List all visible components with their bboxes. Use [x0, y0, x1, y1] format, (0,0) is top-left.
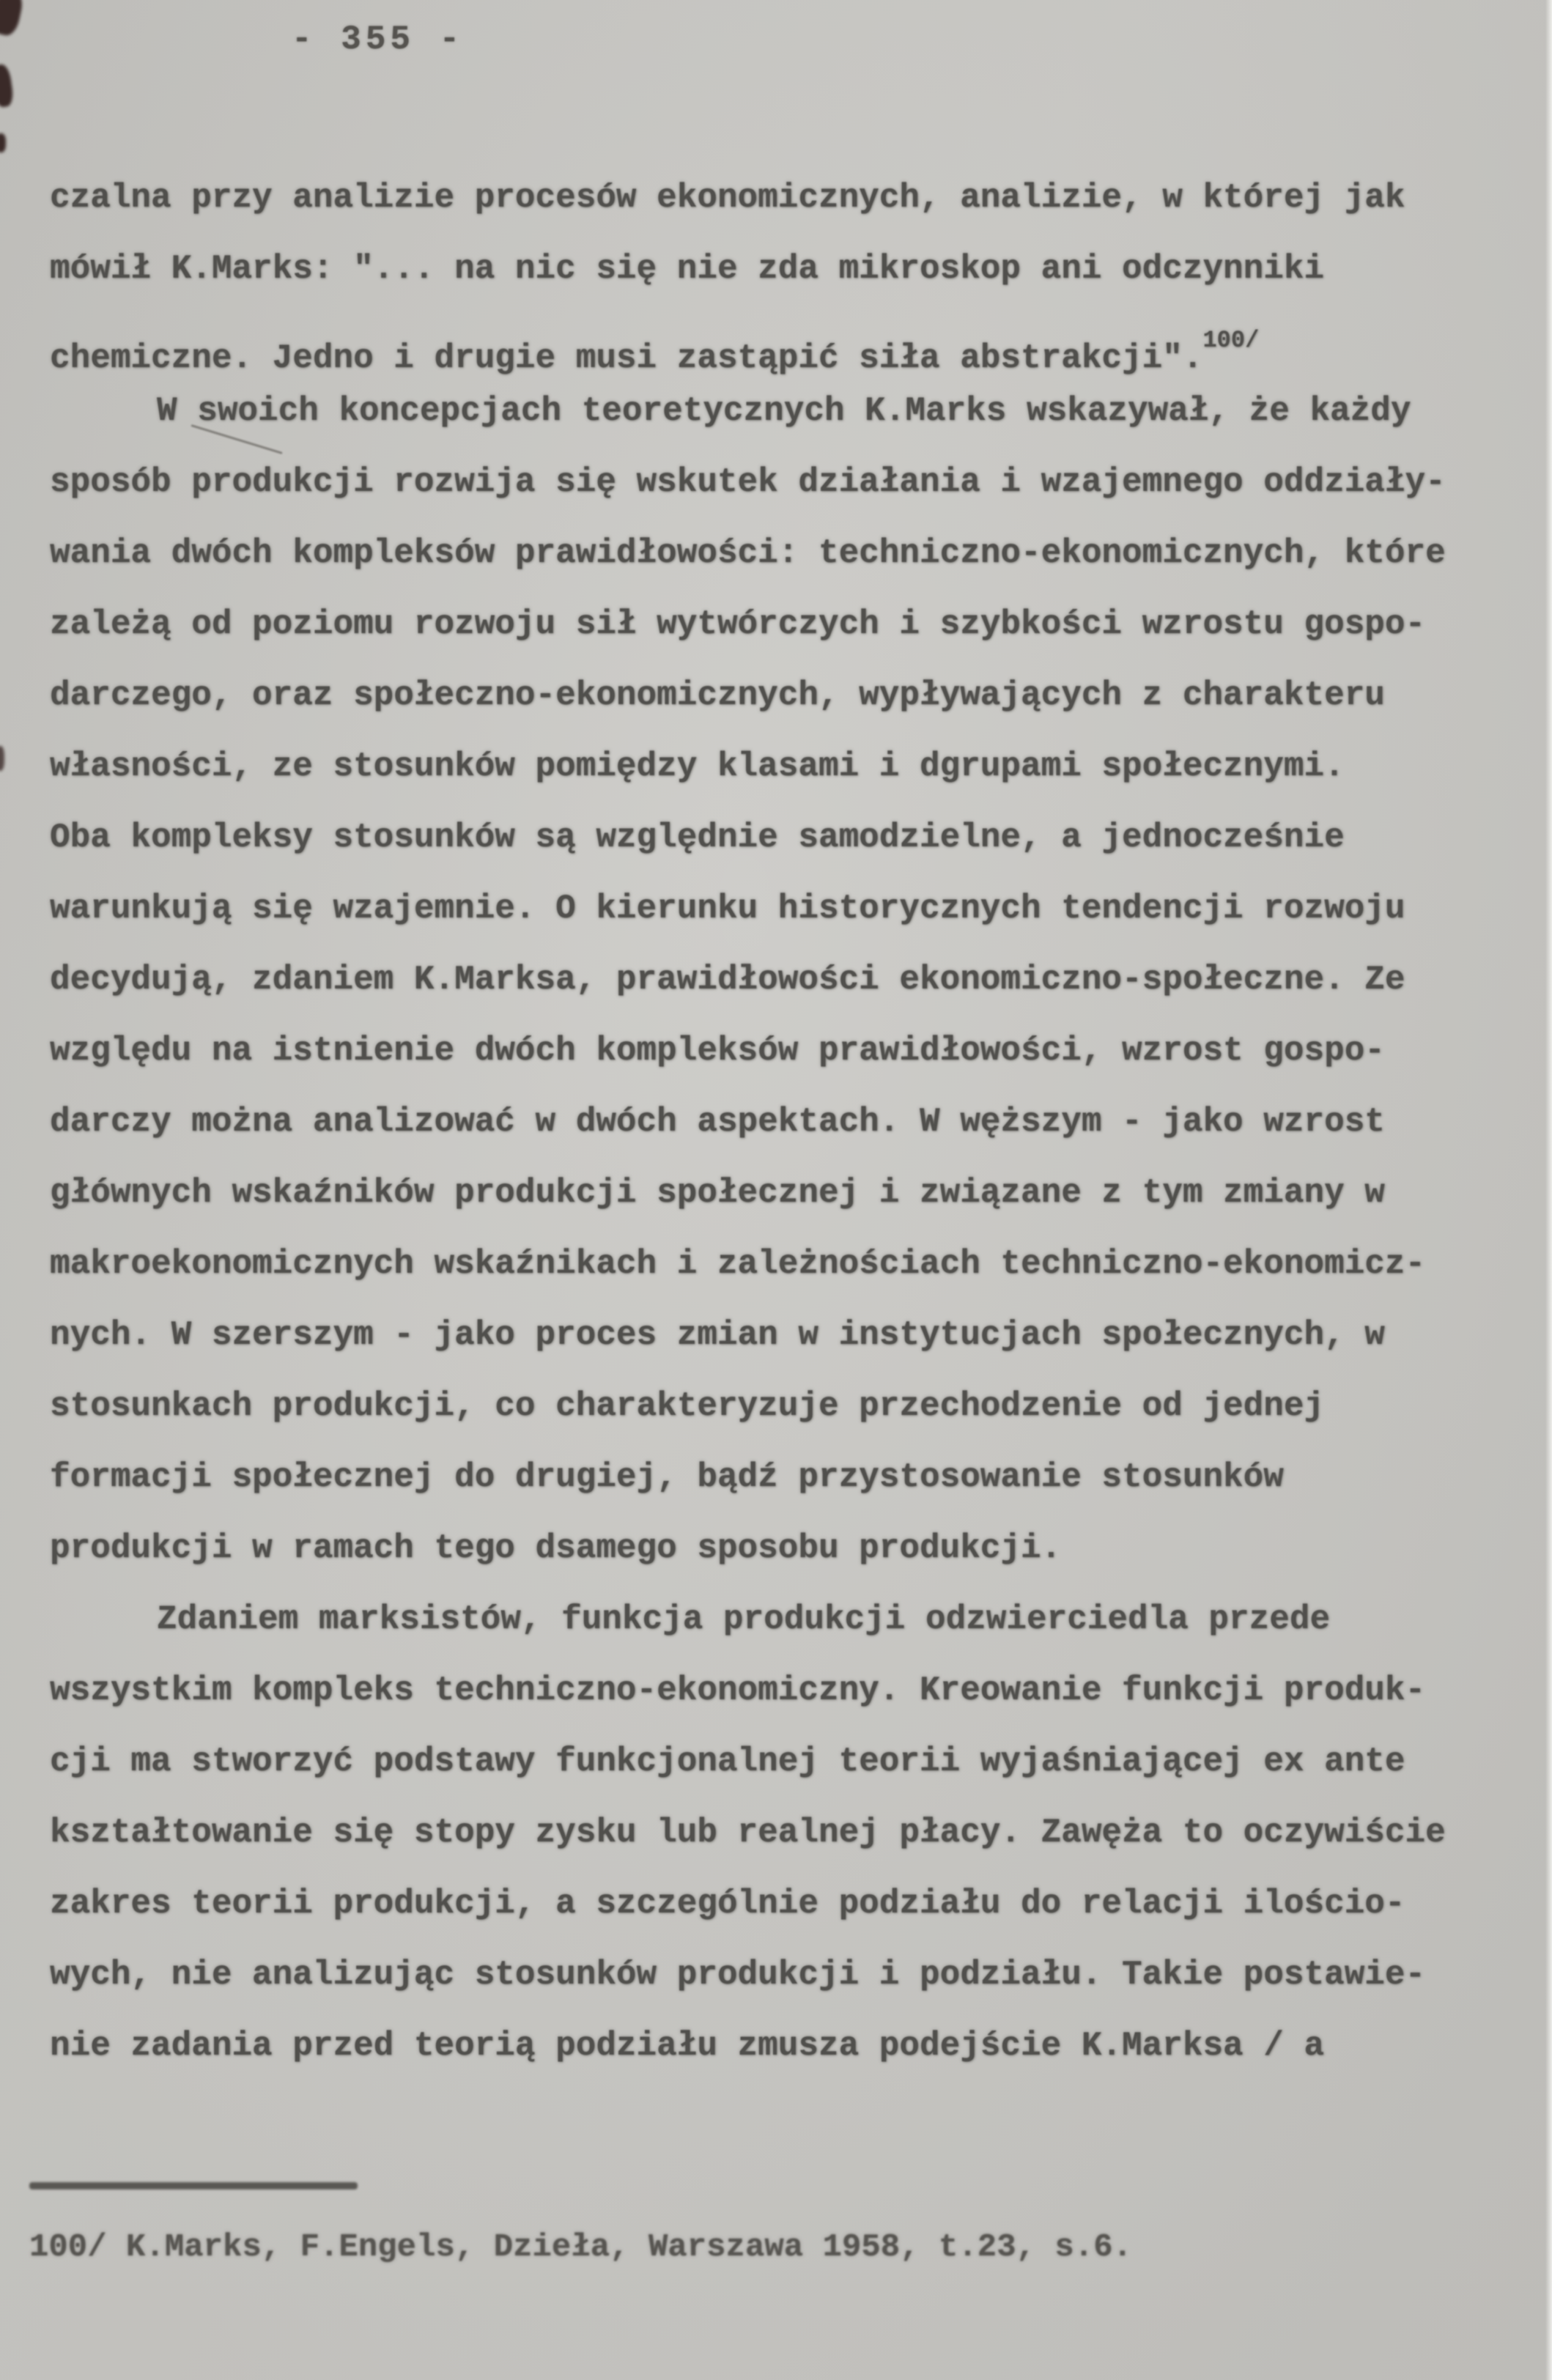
- text-line: Oba kompleksy stosunków są względnie samodzielne, a jednocześnie: [50, 818, 1345, 857]
- text-line: decydują, zdaniem K.Marksa, prawidłowości ekonomiczno-społeczne. Ze: [50, 961, 1405, 999]
- scan-artifact: [0, 133, 6, 152]
- text-line: własności, ze stosunków pomiędzy klasami i dgrupami społecznymi.: [50, 747, 1345, 786]
- text-line: kształtowanie się stopy zysku lub realnej płacy. Zawęża to oczywiście: [50, 1814, 1446, 1852]
- text-line: zakres teorii produkcji, a szczególnie podziału do relacji ilościo-: [50, 1885, 1405, 1923]
- text-line: wych, nie analizując stosunków produkcji i podziału. Takie postawie-: [50, 1956, 1426, 1994]
- footnote-marker: 100/: [1202, 327, 1260, 354]
- text-line: mówił K.Marks: "... na nic się nie zda mikroskop ani odczynniki: [50, 250, 1325, 288]
- scan-edge-highlight: [1545, 0, 1552, 2380]
- text-line: wania dwóch kompleksów prawidłowości: techniczno-ekonomicznych, które: [50, 534, 1446, 572]
- text-line: Zdaniem marksistów, funkcja produkcji odzwierciedla przede: [157, 1600, 1331, 1638]
- text-line: chemiczne. Jedno i drugie musi zastąpić siła abstrakcji".$^{100/}$: [50, 327, 1260, 377]
- text-line: sposób produkcji rozwija się wskutek działania i wzajemnego oddziały-: [50, 463, 1446, 501]
- scan-artifact: [0, 0, 25, 37]
- footnote-rule: [29, 2182, 358, 2189]
- text-line: produkcji w ramach tego dsamego sposobu produkcji.: [50, 1529, 1062, 1567]
- text-line: względu na istnienie dwóch kompleksów prawidłowości, wzrost gospo-: [50, 1032, 1385, 1070]
- text-line: darczy można analizować w dwóch aspektach. W węższym - jako wzrost: [50, 1103, 1385, 1141]
- footnote: 100/ K.Marks, F.Engels, Dzieła, Warszawa 1958, t.23, s.6.: [29, 2229, 1133, 2266]
- text-line: wszystkim kompleks techniczno-ekonomiczny. Kreowanie funkcji produk-: [50, 1671, 1426, 1710]
- text-line: stosunkach produkcji, co charakteryzuje przechodzenie od jednej: [50, 1387, 1325, 1425]
- text-line: darczego, oraz społeczno-ekonomicznych, wypływających z charakteru: [50, 676, 1385, 714]
- text-line: formacji społecznej do drugiej, bądź przystosowanie stosunków: [50, 1458, 1284, 1496]
- text-line: zależą od poziomu rozwoju sił wytwórczych i szybkości wzrostu gospo-: [50, 605, 1426, 643]
- text-line: głównych wskaźników produkcji społecznej i związane z tym zmiany w: [50, 1174, 1385, 1212]
- text-line: nych. W szerszym - jako proces zmian w instytucjach społecznych, w: [50, 1316, 1385, 1354]
- text-line: nie zadania przed teorią podziału zmusza podejście K.Marksa / a: [50, 2027, 1325, 2065]
- text-lines: [50, 163, 1523, 2082]
- text-line: czalna przy analizie procesów ekonomicznych, analizie, w której jak: [50, 179, 1405, 217]
- text-line: warunkują się wzajemnie. O kierunku historycznych tendencji rozwoju: [50, 890, 1405, 928]
- scan-artifact: [0, 746, 4, 771]
- text-line: cji ma stworzyć podstawy funkcjonalnej teorii wyjaśniającej ex ante: [50, 1742, 1405, 1781]
- page-number: - 355 -: [292, 21, 465, 59]
- scan-artifact: [0, 63, 15, 108]
- text-line: makroekonomicznych wskaźnikach i zależnościach techniczno-ekonomicz-: [50, 1245, 1426, 1283]
- text-line: W swoich koncepcjach teoretycznych K.Marks wskazywał, że każdy: [157, 392, 1411, 430]
